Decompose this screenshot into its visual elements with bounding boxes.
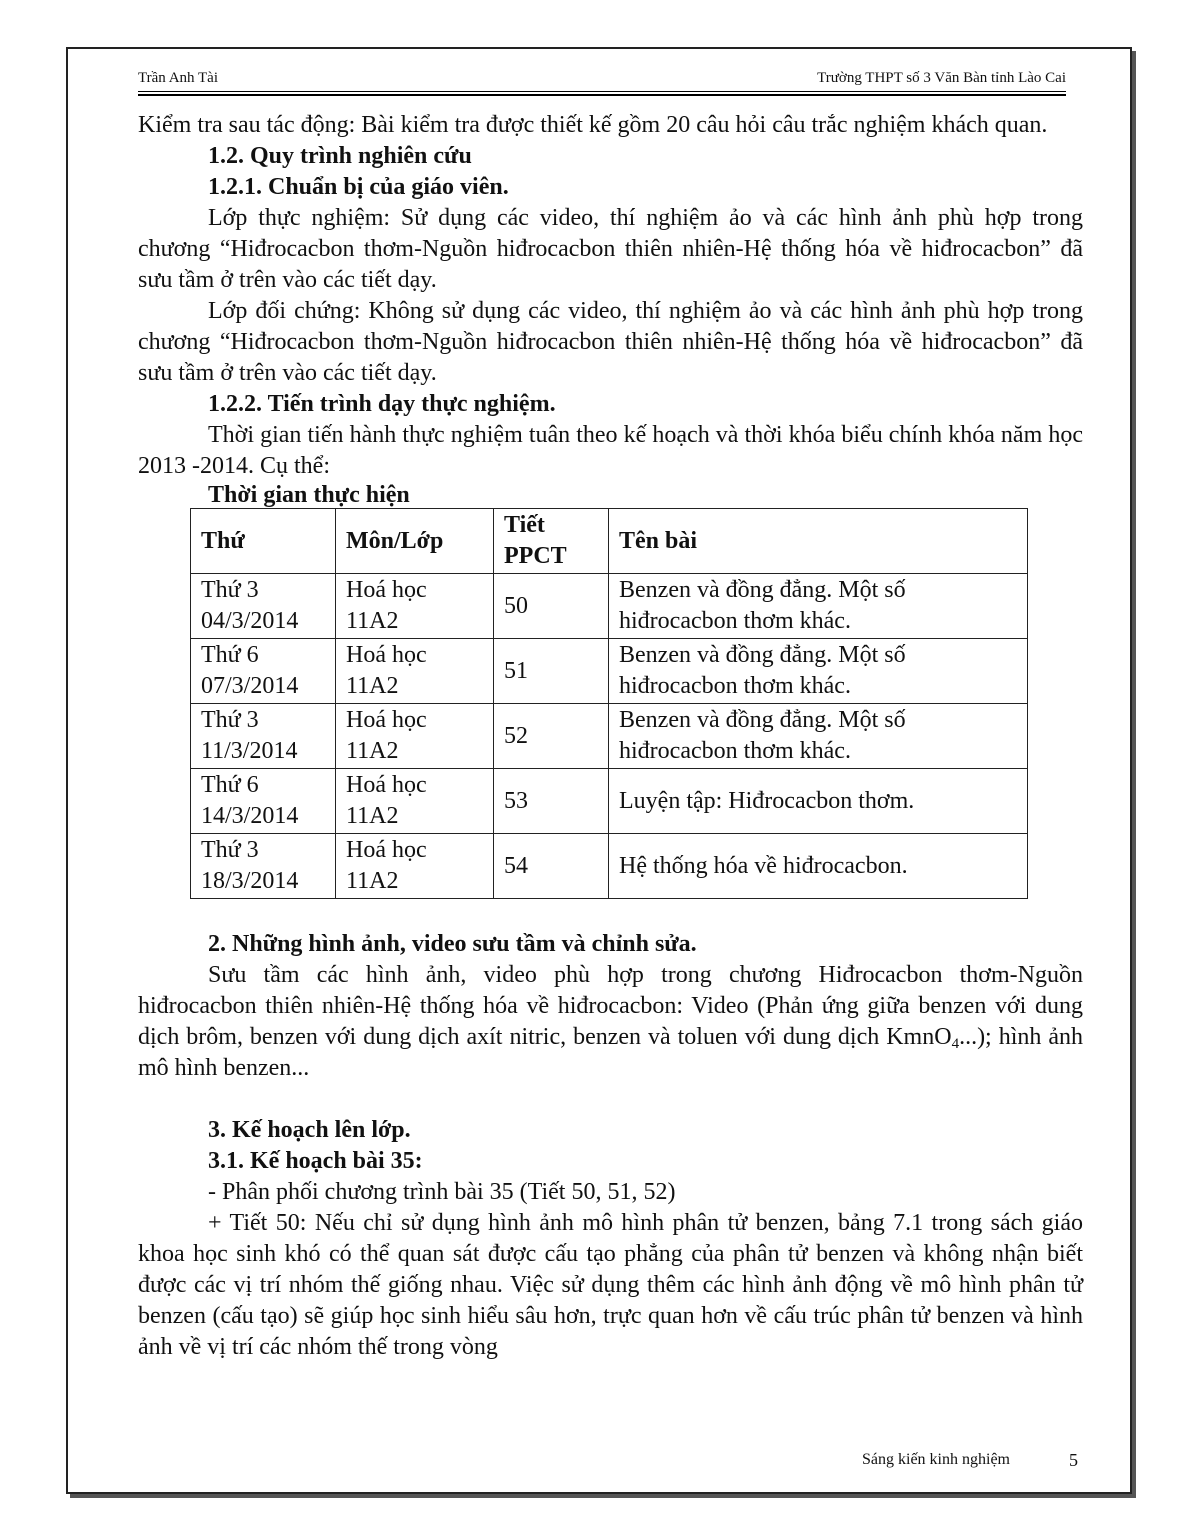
subject-name: Hoá học — [346, 772, 427, 798]
cell-period: 53 — [494, 769, 609, 834]
media-text: Sưu tầm các hình ảnh, video phù hợp trong chương Hiđrocacbon thơm-Nguồn hiđrocacbon thiên nhiên-Hệ thống hóa về hiđrocacbon: Video (Phản ứng giữa benzen với dung dịch brôm, benzen với dung dịch axít nitric, benzen và toluen với dung dịch KmnO — [138, 962, 1083, 1050]
class-name: 11A2 — [346, 803, 399, 829]
day-name: Thứ 6 — [201, 772, 259, 798]
paragraph-period-50: + Tiết 50: Nếu chỉ sử dụng hình ảnh mô hình phân tử benzen, bảng 7.1 trong sách giáo khoa học sinh khó có thể quan sát được cấu tạo phẳng của phân tử benzen và không nhận biết được các vị trí nhóm thế giống nhau. Việc sử dụng thêm các hình ảnh động về mô hình phân tử benzen (cấu tạo) sẽ giúp học sinh hiểu sâu hơn, trực quan hơn về cấu trúc phân tử benzen và hình ảnh về vị trí các nhóm thế trong vòng — [138, 1210, 1083, 1360]
cell-subject — [336, 639, 494, 704]
heading-3: 3. Kế hoạch lên lớp. — [208, 1117, 411, 1143]
class-name: 11A2 — [346, 868, 399, 894]
page-header — [138, 70, 1066, 92]
subject-name: Hoá học — [346, 577, 427, 603]
cell-period: 54 — [494, 834, 609, 899]
lesson-line2: hiđrocacbon thơm khác. — [619, 673, 851, 699]
spacer — [138, 1084, 1083, 1115]
cell-subject — [336, 704, 494, 769]
table-header-row — [191, 509, 1028, 574]
header-subject-class: Môn/Lớp — [336, 509, 494, 574]
cell-day — [191, 574, 336, 639]
day-name: Thứ 3 — [201, 577, 259, 603]
cell-lesson — [609, 704, 1028, 769]
cell-lesson — [609, 639, 1028, 704]
day-name: Thứ 6 — [201, 642, 259, 668]
lesson-line1: Benzen và đồng đẳng. Một số — [619, 577, 906, 603]
heading-2: 2. Những hình ảnh, video sưu tầm và chỉnh sửa. — [208, 931, 697, 957]
day-date: 18/3/2014 — [201, 868, 299, 894]
table-row — [191, 574, 1028, 639]
cell-subject — [336, 834, 494, 899]
spacer — [138, 899, 1083, 929]
heading-3-1: 3.1. Kế hoạch bài 35: — [208, 1148, 423, 1174]
class-name: 11A2 — [346, 673, 399, 699]
class-name: 11A2 — [346, 738, 399, 764]
media-text-tail: ...); hình ảnh mô hình benzen... — [138, 1024, 1083, 1081]
header-period-line1: Tiết — [504, 512, 545, 538]
cell-day — [191, 704, 336, 769]
document-body — [138, 110, 1083, 1363]
day-date: 11/3/2014 — [201, 738, 298, 764]
paragraph-media — [138, 960, 1083, 1084]
heading-1-2-1: 1.2.1. Chuẩn bị của giáo viên. — [208, 174, 509, 200]
heading-1-2: 1.2. Quy trình nghiên cứu — [208, 143, 472, 169]
paragraph-distribution: - Phân phối chương trình bài 35 (Tiết 50, 51, 52) — [208, 1179, 676, 1205]
lesson-line1: Benzen và đồng đẳng. Một số — [619, 707, 906, 733]
heading-1-2-2: 1.2.2. Tiến trình dạy thực nghiệm. — [208, 391, 556, 417]
table-row — [191, 639, 1028, 704]
cell-period: 50 — [494, 574, 609, 639]
lesson-line2: hiđrocacbon thơm khác. — [619, 608, 851, 634]
cell-subject — [336, 574, 494, 639]
cell-day — [191, 639, 336, 704]
footer-label: Sáng kiến kinh nghiệm — [862, 1451, 1010, 1468]
header-period-line2: PPCT — [504, 543, 567, 569]
cell-period: 51 — [494, 639, 609, 704]
paragraph-schedule: Thời gian tiến hành thực nghiệm tuân theo kế hoạch và thời khóa biểu chính khóa năm học 2013 -2014. Cụ thể: — [138, 422, 1083, 479]
cell-period: 52 — [494, 704, 609, 769]
table-row — [191, 704, 1028, 769]
day-date: 04/3/2014 — [201, 608, 299, 634]
header-author: Trần Anh Tài — [138, 70, 219, 86]
class-name: 11A2 — [346, 608, 399, 634]
schedule-table — [190, 508, 1028, 899]
lesson-line1: Benzen và đồng đẳng. Một số — [619, 642, 906, 668]
subject-name: Hoá học — [346, 707, 427, 733]
header-school: Trường THPT số 3 Văn Bàn tỉnh Lào Cai — [817, 70, 1066, 86]
day-date: 14/3/2014 — [201, 803, 299, 829]
day-name: Thứ 3 — [201, 837, 259, 863]
paragraph-experimental-class: Lớp thực nghiệm: Sử dụng các video, thí nghiệm ảo và các hình ảnh phù hợp trong chương “Hiđrocacbon thơm-Nguồn hiđrocacbon thiên nhiên-Hệ thống hóa về hiđrocacbon” đã sưu tầm ở trên vào các tiết dạy. — [138, 205, 1083, 293]
subject-name: Hoá học — [346, 642, 427, 668]
header-period — [494, 509, 609, 574]
page-number: 5 — [1069, 1450, 1078, 1470]
day-date: 07/3/2014 — [201, 673, 299, 699]
cell-lesson: Luyện tập: Hiđrocacbon thơm. — [609, 769, 1028, 834]
subject-name: Hoá học — [346, 837, 427, 863]
table-row — [191, 769, 1028, 834]
table-row — [191, 834, 1028, 899]
header-day: Thứ — [191, 509, 336, 574]
cell-lesson — [609, 574, 1028, 639]
table-caption: Thời gian thực hiện — [208, 482, 410, 508]
media-subscript: 4 — [951, 1036, 960, 1052]
cell-lesson: Hệ thống hóa về hiđrocacbon. — [609, 834, 1028, 899]
cell-subject — [336, 769, 494, 834]
cell-day — [191, 834, 336, 899]
cell-day — [191, 769, 336, 834]
day-name: Thứ 3 — [201, 707, 259, 733]
paragraph-post-test: Kiểm tra sau tác động: Bài kiểm tra được thiết kế gồm 20 câu hỏi câu trắc nghiệm khách quan. — [138, 112, 1048, 138]
header-divider — [138, 91, 1066, 96]
lesson-line2: hiđrocacbon thơm khác. — [619, 738, 851, 764]
paragraph-control-class: Lớp đối chứng: Không sử dụng các video, thí nghiệm ảo và các hình ảnh phù hợp trong chương “Hiđrocacbon thơm-Nguồn hiđrocacbon thiên nhiên-Hệ thống hóa về hiđrocacbon” đã sưu tầm ở trên vào các tiết dạy. — [138, 298, 1083, 386]
header-lesson: Tên bài — [609, 509, 1028, 574]
